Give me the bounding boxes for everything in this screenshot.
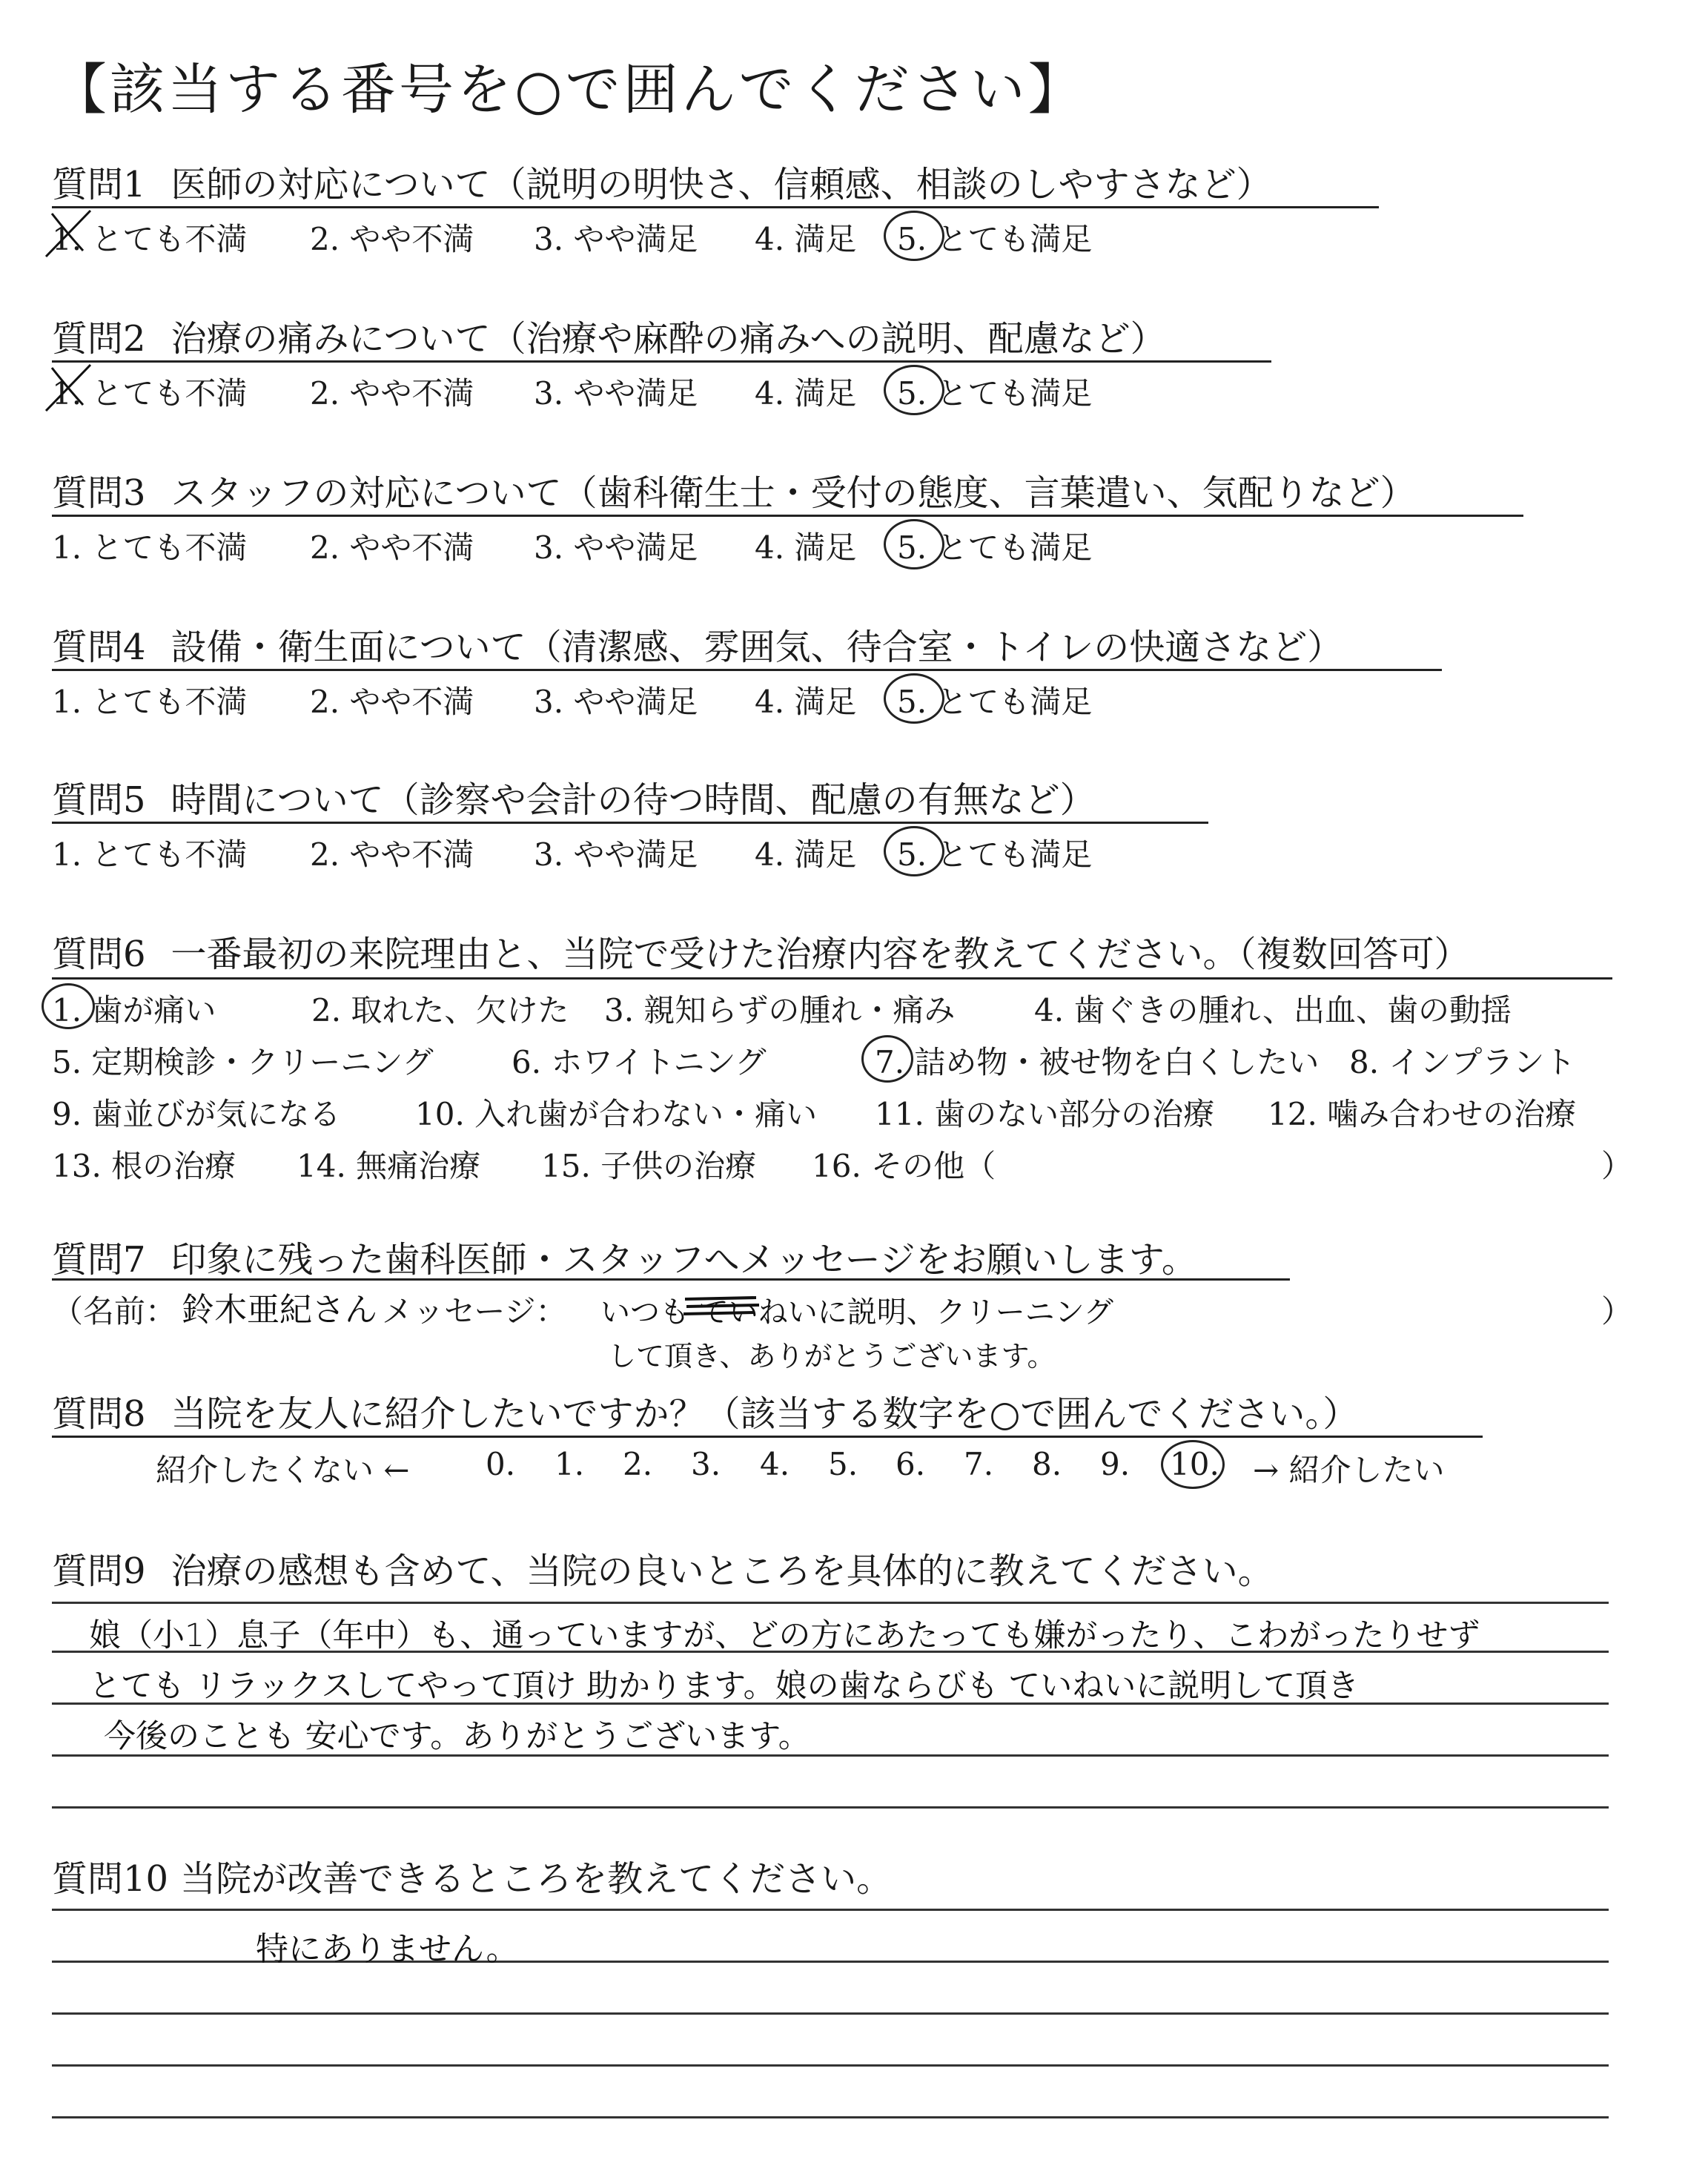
q6-option-14[interactable]: 14. 無痛治療 — [297, 1148, 481, 1184]
page-title: 【該当する番号を○で囲んでください】 — [52, 58, 1086, 122]
q3-text: スタッフの対応について（歯科衛生士・受付の態度、言葉遣い、気配りなど） — [171, 472, 1416, 514]
q9-line-1 — [52, 1602, 1609, 1604]
q6-option-8[interactable]: 8. インプラント — [1349, 1044, 1576, 1080]
q8-number-8[interactable]: 8. — [1032, 1446, 1062, 1482]
q10-line-1 — [52, 1909, 1609, 1911]
q6-option-7[interactable]: 7. 詰め物・被せ物を白くしたい — [875, 1044, 1320, 1080]
q10-heading — [52, 1850, 892, 1901]
q1-option-3[interactable]: 3. やや満足 — [534, 221, 698, 257]
q2-heading — [52, 310, 1166, 361]
q8-number-4[interactable]: 4. — [760, 1446, 790, 1482]
scribble-mark — [682, 1292, 764, 1321]
q8-heading — [52, 1385, 1358, 1436]
q7-close-paren: ） — [1601, 1293, 1633, 1330]
q3-selected-circle — [884, 519, 944, 569]
q6-selected-circle-7 — [861, 1035, 913, 1083]
q7-rule — [52, 1278, 1290, 1281]
q2-crossout-mark — [39, 359, 98, 418]
q3-rule — [52, 515, 1523, 517]
q4-option-3[interactable]: 3. やや満足 — [534, 684, 698, 720]
q4-selected-circle — [884, 673, 944, 724]
q6-option-15[interactable]: 15. 子供の治療 — [541, 1148, 757, 1184]
q4-text: 設備・衛生面について（清潔感、雰囲気、待合室・トイレの快適さなど） — [171, 627, 1343, 668]
q8-number-3[interactable]: 3. — [691, 1446, 721, 1482]
q6-option-5[interactable]: 5. 定期検診・クリーニング — [52, 1044, 434, 1080]
q9-number: 質問9 — [52, 1550, 146, 1592]
q1-text: 医師の対応について（説明の明快さ、信頼感、相談のしやすさなど） — [171, 164, 1272, 205]
q8-selected-circle — [1161, 1440, 1225, 1489]
q4-option-2[interactable]: 2. やや不満 — [310, 684, 474, 720]
q6-option-4[interactable]: 4. 歯ぐきの腫れ、出血、歯の動揺 — [1034, 992, 1512, 1028]
q1-option-2[interactable]: 2. やや不満 — [310, 221, 474, 257]
q3-option-5[interactable]: 5. とても満足 — [897, 529, 1093, 566]
q10-number: 質問10 — [52, 1858, 169, 1900]
q2-option-3[interactable]: 3. やや満足 — [534, 375, 698, 412]
q8-number-0[interactable]: 0. — [486, 1446, 516, 1482]
q10-line-5 — [52, 2116, 1609, 2118]
q6-option-9[interactable]: 9. 歯並びが気になる — [52, 1096, 341, 1132]
q1-rule — [52, 206, 1379, 208]
q7-message-label: メッセージ： — [382, 1293, 567, 1330]
q7-heading — [52, 1231, 1197, 1282]
q9-text: 治療の感想も含めて、当院の良いところを具体的に教えてください。 — [171, 1550, 1274, 1592]
q3-option-4[interactable]: 4. 満足 — [755, 529, 857, 566]
q8-number-10[interactable]: 10. — [1170, 1446, 1219, 1482]
q6-selected-circle-1 — [42, 983, 95, 1029]
q3-option-2[interactable]: 2. やや不満 — [310, 529, 474, 566]
q1-crossout-mark — [39, 205, 98, 264]
q6-option-16[interactable]: 16. その他（ — [812, 1148, 996, 1184]
q4-rule — [52, 669, 1442, 671]
q9-answer-line-2[interactable]: とても リラックスしてやって頂け 助かります。娘の歯ならびも ていねいに説明して頂き — [89, 1668, 1360, 1705]
q5-heading — [52, 771, 1096, 822]
q4-option-1[interactable]: 1. とても不満 — [52, 684, 248, 720]
q1-option-1[interactable]: 1. とても不満 — [52, 221, 248, 257]
q5-text: 時間について（診察や会計の待つ時間、配慮の有無など） — [171, 779, 1096, 821]
q2-option-2[interactable]: 2. やや不満 — [310, 375, 474, 412]
q1-number: 質問1 — [52, 164, 146, 205]
q8-number: 質問8 — [52, 1393, 146, 1435]
q4-number: 質問4 — [52, 627, 146, 668]
q2-option-1[interactable]: 1. とても不満 — [52, 375, 248, 412]
q6-heading — [52, 925, 1470, 977]
q5-rule — [52, 822, 1208, 824]
q9-answer-line-1[interactable]: 娘（小1）息子（年中）も、通っていますが、どの方にあたっても嫌がったり、こわがったりせず — [89, 1617, 1480, 1654]
q5-option-2[interactable]: 2. やや不満 — [310, 836, 474, 873]
q8-rule — [52, 1436, 1483, 1438]
q5-option-4[interactable]: 4. 満足 — [755, 836, 857, 873]
q8-text: 当院を友人に紹介したいですか？（該当する数字を○で囲んでください。） — [171, 1393, 1359, 1435]
q7-message-line2[interactable]: して頂き、ありがとうございます。 — [608, 1340, 1056, 1373]
q4-option-4[interactable]: 4. 満足 — [755, 684, 857, 720]
q6-option-6[interactable]: 6. ホワイトニング — [512, 1044, 767, 1080]
q8-number-5[interactable]: 5. — [828, 1446, 858, 1482]
q8-number-9[interactable]: 9. — [1100, 1446, 1131, 1482]
q3-heading — [52, 464, 1416, 515]
q4-heading — [52, 618, 1343, 670]
q8-number-1[interactable]: 1. — [555, 1446, 585, 1482]
q3-number: 質問3 — [52, 472, 146, 514]
q6-option-3[interactable]: 3. 親知らずの腫れ・痛み — [604, 992, 956, 1028]
q6-option-12[interactable]: 12. 噛み合わせの治療 — [1268, 1096, 1577, 1132]
q7-name-label: （名前： — [52, 1293, 177, 1330]
q5-selected-circle — [884, 826, 944, 876]
q2-option-4[interactable]: 4. 満足 — [755, 375, 857, 412]
q6-other-close: ） — [1601, 1148, 1633, 1184]
q8-number-6[interactable]: 6. — [896, 1446, 926, 1482]
q4-option-5[interactable]: 5. とても満足 — [897, 684, 1093, 720]
q7-text: 印象に残った歯科医師・スタッフへメッセージをお願いします。 — [171, 1239, 1197, 1281]
q6-number: 質問6 — [52, 934, 146, 975]
q9-line-5 — [52, 1806, 1609, 1809]
q7-message-line1[interactable]: いつも ていねいに説明、クリーニング — [600, 1295, 1113, 1330]
q5-number: 質問5 — [52, 779, 146, 821]
q8-number-7[interactable]: 7. — [964, 1446, 994, 1482]
q9-heading — [52, 1542, 1274, 1593]
q2-rule — [52, 360, 1271, 363]
q3-option-1[interactable]: 1. とても不満 — [52, 529, 248, 566]
q10-text: 当院が改善できるところを教えてください。 — [180, 1858, 893, 1900]
q9-answer-line-3[interactable]: 今後のことも 安心です。ありがとうございます。 — [104, 1718, 810, 1755]
q6-option-10[interactable]: 10. 入れ歯が合わない・痛い — [415, 1096, 818, 1132]
q10-line-4 — [52, 2064, 1609, 2067]
q6-option-2[interactable]: 2. 取れた、欠けた — [311, 992, 569, 1028]
q8-number-2[interactable]: 2. — [623, 1446, 653, 1482]
q7-number: 質問7 — [52, 1239, 146, 1281]
q6-option-13[interactable]: 13. 根の治療 — [52, 1148, 236, 1184]
q6-option-1[interactable]: 1. 歯が痛い — [52, 992, 216, 1028]
q1-option-4[interactable]: 4. 満足 — [755, 221, 857, 257]
q5-option-1[interactable]: 1. とても不満 — [52, 836, 248, 873]
q2-option-5[interactable]: 5. とても満足 — [897, 375, 1093, 412]
q2-selected-circle — [884, 365, 944, 415]
q1-heading — [52, 156, 1272, 207]
q6-text: 一番最初の来院理由と、当院で受けた治療内容を教えてください。（複数回答可） — [171, 934, 1470, 975]
q5-option-3[interactable]: 3. やや満足 — [534, 836, 698, 873]
q10-answer[interactable]: 特にありません。 — [256, 1930, 519, 1968]
q2-number: 質問2 — [52, 318, 146, 360]
q2-text: 治療の痛みについて（治療や麻酔の痛みへの説明、配慮など） — [171, 318, 1166, 360]
q8-right-label: → 紹介したい — [1253, 1452, 1445, 1488]
q7-name-value[interactable]: 鈴木亜紀さん — [182, 1291, 377, 1329]
q10-line-3 — [52, 2012, 1609, 2015]
q1-option-5[interactable]: 5. とても満足 — [897, 221, 1093, 257]
q5-option-5[interactable]: 5. とても満足 — [897, 836, 1093, 873]
q1-selected-circle — [884, 211, 944, 261]
q6-option-11[interactable]: 11. 歯のない部分の治療 — [875, 1096, 1215, 1132]
q3-option-3[interactable]: 3. やや満足 — [534, 529, 698, 566]
q8-left-label: 紹介したくない ← — [156, 1452, 410, 1488]
q6-rule — [52, 977, 1612, 980]
